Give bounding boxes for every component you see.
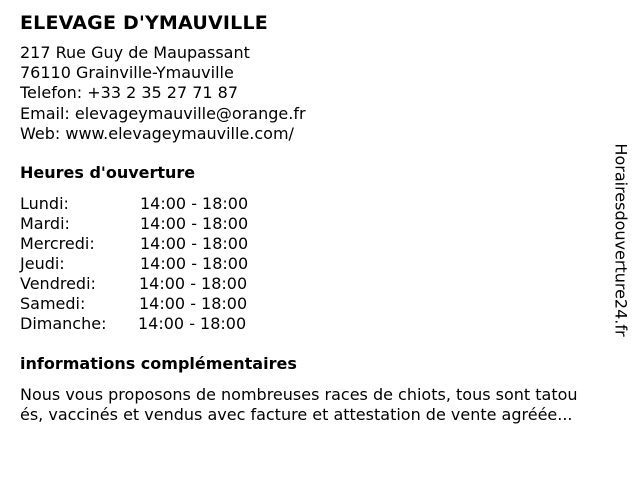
hours-row-lundi xyxy=(20,194,280,214)
opening-hours-table xyxy=(20,194,280,334)
time-range: 14:00 - 18:00 xyxy=(139,294,248,313)
city-address: 76110 Grainville-Ymauville xyxy=(20,63,234,83)
hours-row-mercredi xyxy=(20,234,280,254)
day-label: Lundi: xyxy=(20,194,69,213)
info-line: Nous vous proposons de nombreuses races de chiots, tous sont tatou xyxy=(20,385,578,404)
day-label: Mercredi: xyxy=(20,234,95,253)
hours-row-jeudi xyxy=(20,254,280,274)
day-label: Vendredi: xyxy=(20,274,96,293)
business-name: ELEVAGE D'YMAUVILLE xyxy=(20,12,268,34)
time-range: 14:00 - 18:00 xyxy=(140,234,249,253)
email-address: Email: elevageymauville@orange.fr xyxy=(20,103,306,123)
phone-number: Telefon: +33 2 35 27 71 87 xyxy=(20,83,239,103)
time-range: 14:00 - 18:00 xyxy=(139,274,248,293)
info-line: és, vaccinés et vendus avec facture et attestation de vente agréée... xyxy=(20,405,573,424)
additional-info-text xyxy=(20,385,620,425)
day-label: Jeudi: xyxy=(20,254,65,273)
additional-info-heading: informations complémentaires xyxy=(20,354,297,373)
hours-row-vendredi xyxy=(20,274,280,294)
day-label: Mardi: xyxy=(20,214,70,233)
website-address: Web: www.elevageymauville.com/ xyxy=(20,123,294,143)
time-range: 14:00 - 18:00 xyxy=(140,214,249,233)
time-range: 14:00 - 18:00 xyxy=(140,194,249,213)
opening-hours-heading: Heures d'ouverture xyxy=(20,163,196,182)
contact-block xyxy=(20,43,306,144)
day-label: Samedi: xyxy=(20,294,86,313)
street-address: 217 Rue Guy de Maupassant xyxy=(20,43,250,62)
hours-row-mardi xyxy=(20,214,280,234)
hours-row-samedi xyxy=(20,294,280,314)
site-watermark: Horairesdouverture24.fr xyxy=(611,143,631,337)
hours-row-dimanche xyxy=(20,314,280,334)
time-range: 14:00 - 18:00 xyxy=(140,254,249,273)
time-range: 14:00 - 18:00 xyxy=(138,314,247,333)
day-label: Dimanche: xyxy=(20,314,107,333)
